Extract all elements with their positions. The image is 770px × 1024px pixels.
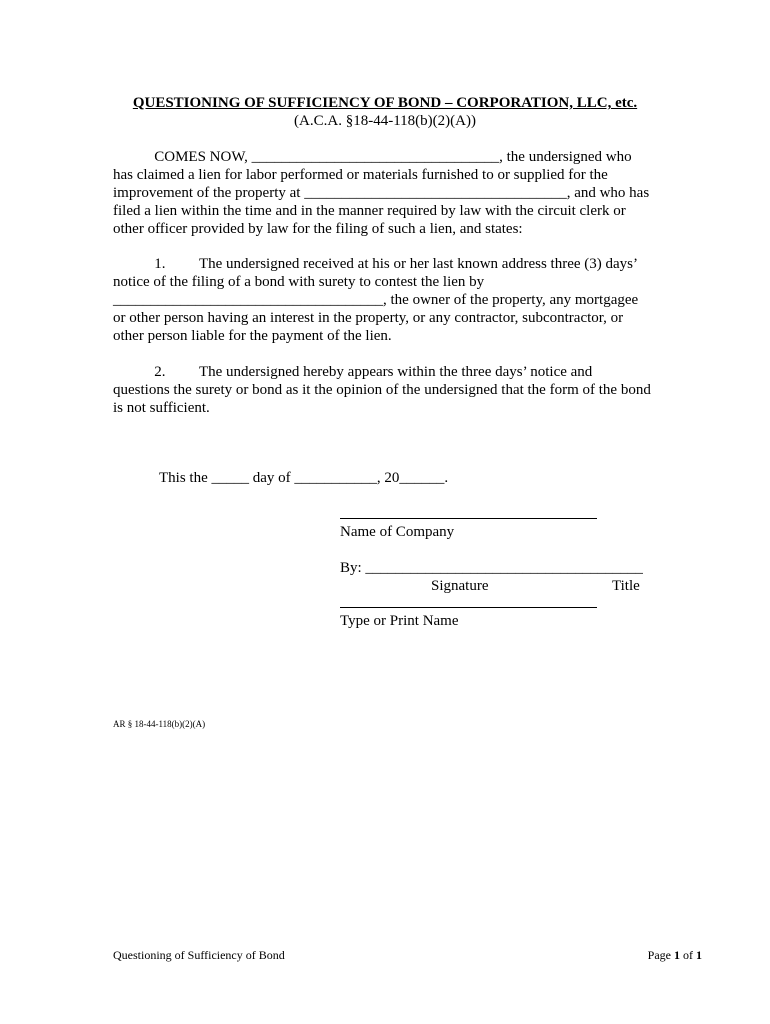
page-current: 1 bbox=[674, 948, 680, 962]
item-1-line: ____________________________________, the owner of the property, any mortgagee bbox=[113, 292, 639, 308]
item-1-line: or other person having an interest in the property, or any contractor, subcontractor, or bbox=[113, 310, 624, 326]
print-name-rule bbox=[340, 607, 597, 608]
item-2-line: 2. The undersigned hereby appears within the three days’ notice and bbox=[113, 364, 593, 380]
company-label: Name of Company bbox=[340, 524, 455, 540]
intro-line: has claimed a lien for labor performed or materials furnished to or supplied for the bbox=[113, 167, 608, 183]
item-1-line: 1. The undersigned received at his or her last known address three (3) days’ bbox=[113, 256, 638, 272]
document-subtitle: (A.C.A. §18-44-118(b)(2)(A)) bbox=[294, 113, 476, 129]
page-total: 1 bbox=[696, 948, 702, 962]
item-1-line: notice of the filing of a bond with surety to contest the lien by bbox=[113, 274, 485, 290]
page-prefix: Page bbox=[647, 948, 674, 962]
item-2-line: is not sufficient. bbox=[113, 400, 210, 416]
intro-paragraph bbox=[113, 148, 673, 238]
intro-line: other officer provided by law for the filing of such a lien, and states: bbox=[113, 221, 523, 237]
intro-line: improvement of the property at ___________________________________, and who has bbox=[113, 185, 650, 201]
intro-line: filed a lien within the time and in the manner required by law with the circuit clerk or bbox=[113, 203, 626, 219]
item-1-paragraph bbox=[113, 255, 673, 345]
item-2-line: questions the surety or bond as it the opinion of the undersigned that the form of the bond bbox=[113, 382, 651, 398]
footer-title: Questioning of Sufficiency of Bond bbox=[113, 948, 285, 962]
item-2-paragraph bbox=[113, 363, 673, 417]
title-label: Title bbox=[612, 578, 640, 594]
signature-label: Signature bbox=[431, 578, 489, 594]
company-signature-rule bbox=[340, 518, 597, 519]
by-line: By: _____________________________________ bbox=[340, 560, 647, 576]
print-name-label: Type or Print Name bbox=[340, 613, 459, 629]
intro-line: COMES NOW, _________________________________, the undersigned who bbox=[113, 149, 632, 165]
item-1-line: other person liable for the payment of the lien. bbox=[113, 328, 392, 344]
statute-note: AR § 18-44-118(b)(2)(A) bbox=[113, 719, 206, 729]
date-line: This the _____ day of ___________, 20______. bbox=[159, 470, 449, 486]
page-separator: of bbox=[680, 948, 696, 962]
document-title: QUESTIONING OF SUFFICIENCY OF BOND – CORPORATION, LLC, etc. bbox=[132, 95, 638, 111]
page-number bbox=[648, 948, 702, 963]
